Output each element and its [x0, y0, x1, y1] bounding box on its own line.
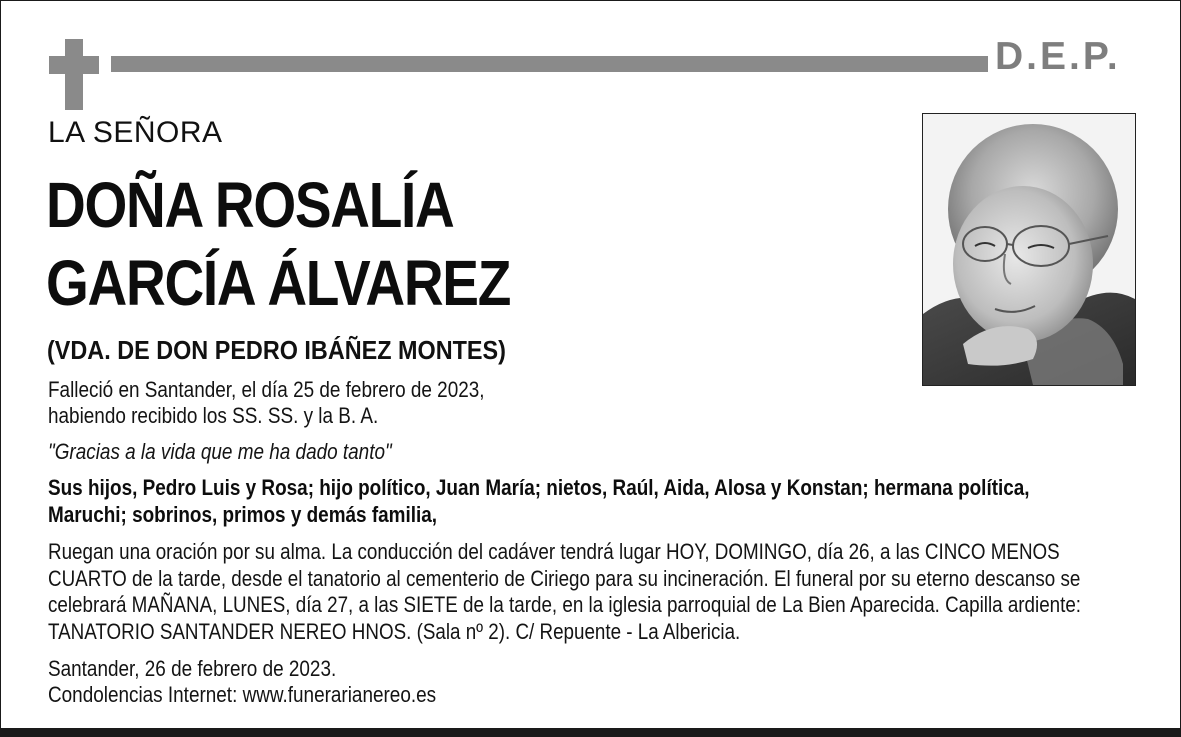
death-notice	[48, 377, 485, 429]
family-list: Sus hijos, Pedro Luis y Rosa; hijo político, Juan María; nietos, Raúl, Aida, Alosa y Konstan; hermana política, Maruchi; sobrinos, primos y demás familia,	[48, 475, 1030, 527]
cross-horizontal-bar	[49, 56, 99, 74]
quote: "Gracias a la vida que me ha dado tanto"	[48, 439, 392, 464]
condolences-link[interactable]: Condolencias Internet: www.funerarianereo.es	[48, 682, 437, 707]
portrait-photo	[922, 113, 1136, 386]
deceased-name-line-2: GARCÍA ÁLVAREZ	[46, 247, 511, 319]
death-notice-line-2: habiendo recibido los SS. SS. y la B. A.	[48, 403, 379, 428]
death-notice-line-1: Falleció en Santander, el día 25 de febrero de 2023,	[48, 377, 485, 402]
cross-vertical-bar	[65, 39, 83, 110]
funeral-details: Ruegan una oración por su alma. La conducción del cadáver tendrá lugar HOY, DOMINGO, día 26, a las CINCO MENOS CUARTO de la tarde, desde el tanatorio al cementerio de Ciriego para su incineración. El funeral por su eterno descanso se celebrará MAÑANA, LUNES, día 27, a las SIETE de la tarde, en la iglesia parroquial de La Bien Aparecida. Capilla ardiente: TANATORIO SANTANDER NEREO HNOS. (Sala nº 2). C/ Repuente - La Albericia.	[48, 539, 1082, 644]
header-rule	[111, 56, 988, 72]
dep-label: D.E.P.	[995, 35, 1121, 78]
deceased-name-line-1: DOÑA ROSALÍA	[46, 169, 454, 241]
bottom-bar	[1, 728, 1180, 736]
notice-date: Santander, 26 de febrero de 2023.	[48, 656, 337, 681]
intro-label: LA SEÑORA	[48, 116, 223, 149]
widow-of-line: (VDA. DE DON PEDRO IBÁÑEZ MONTES)	[47, 335, 506, 365]
